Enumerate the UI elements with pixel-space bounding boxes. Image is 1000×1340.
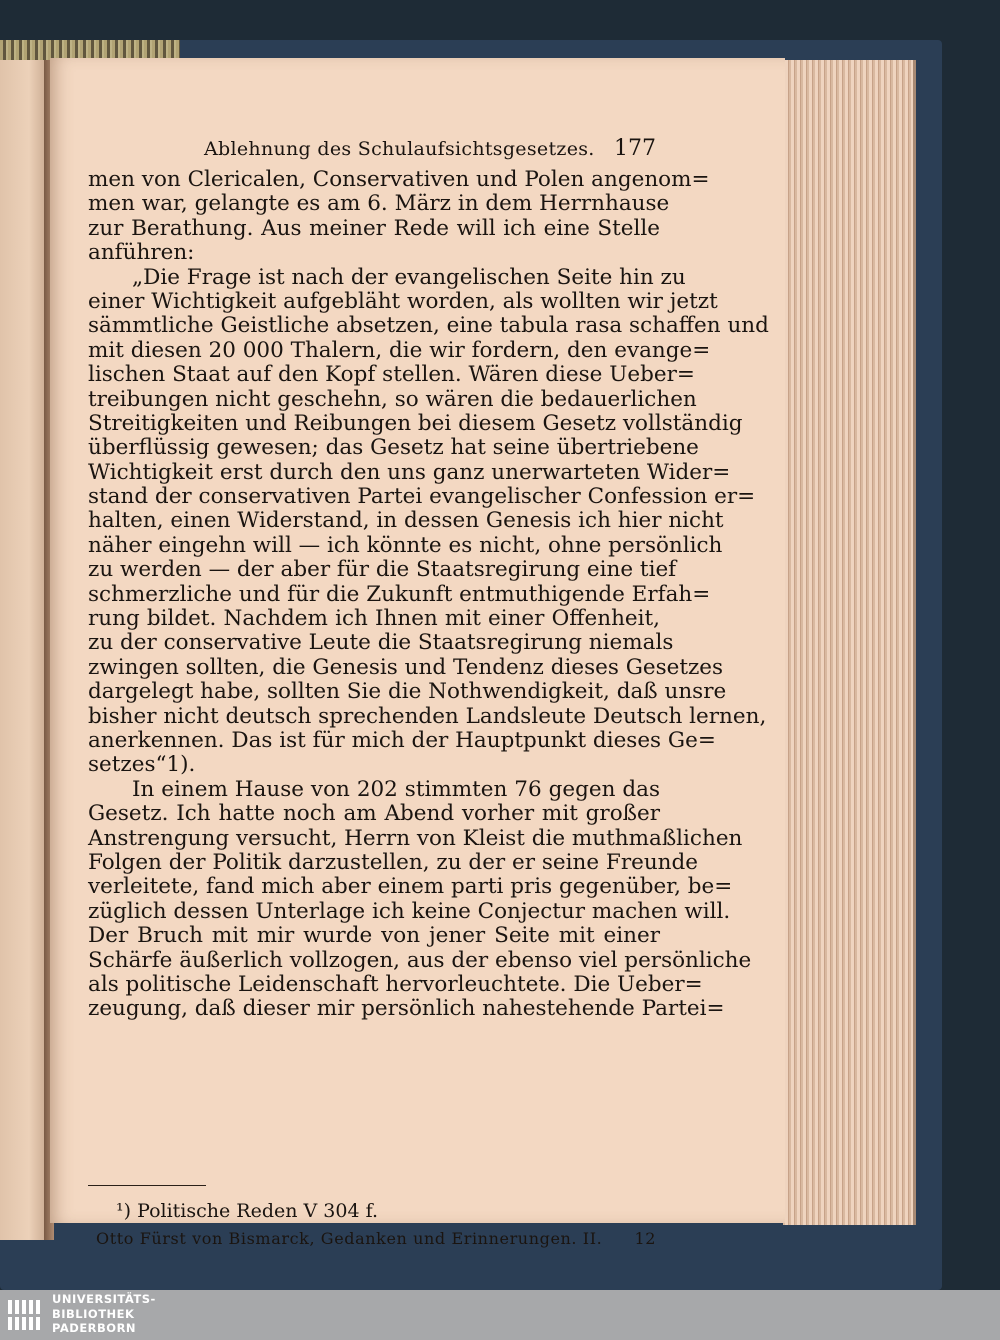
text-line: züglich dessen Unterlage ich keine Conjectur machen will. xyxy=(88,898,731,924)
text-line: Folgen der Politik darzustellen, zu der er seine Freunde xyxy=(88,849,698,875)
text-line: zur Berathung. Aus meiner Rede will ich eine Stelle xyxy=(88,215,660,241)
text-line: anführen: xyxy=(88,240,195,266)
text-line: rung bildet. Nachdem ich Ihnen mit einer Offenheit, xyxy=(88,606,660,632)
text-line: Schärfe äußerlich vollzogen, aus der ebenso viel persönliche xyxy=(88,947,752,973)
footnote-rule xyxy=(88,1185,206,1186)
body-text xyxy=(88,167,769,1022)
library-logo-bar xyxy=(0,1290,1000,1340)
text-line: halten, einen Widerstand, in dessen Genesis ich hier nicht xyxy=(88,508,724,534)
text-line: dargelegt habe, sollten Sie die Nothwendigkeit, daß unsre xyxy=(88,679,727,705)
left-page-edge xyxy=(0,60,48,1240)
text-line: bisher nicht deutsch sprechenden Landsleute Deutsch lernen, xyxy=(88,703,767,729)
text-line: „Die Frage ist nach der evangelischen Seite hin zu xyxy=(132,264,686,290)
text-line: mit diesen 20 000 Thalern, die wir fordern, den evange= xyxy=(88,337,711,363)
footnote: ¹) Politische Reden V 304 f. xyxy=(116,1200,378,1222)
text-line: Der Bruch mit mir wurde von jener Seite mit einer xyxy=(88,923,660,949)
text-line: überflüssig gewesen; das Gesetz hat seine übertriebene xyxy=(88,435,699,461)
logo-line: UNIVERSITÄTS- xyxy=(52,1292,156,1306)
logo-line: BIBLIOTHEK xyxy=(52,1306,135,1321)
logo-line: PADERBORN xyxy=(52,1321,137,1335)
text-line: zu werden — der aber für die Staatsregirung eine tief xyxy=(88,557,677,583)
text-line: schmerzliche und für die Zukunft entmuthigende Erfah= xyxy=(88,581,711,607)
printer-signature xyxy=(96,1229,656,1248)
text-line: Wichtigkeit erst durch den uns ganz unerwarteten Wider= xyxy=(88,459,731,485)
text-line: einer Wichtigkeit aufgebläht worden, als wollten wir jetzt xyxy=(88,288,718,314)
text-line: stand der conservativen Partei evangelischer Confession er= xyxy=(88,484,756,510)
text-line: Anstrengung versucht, Herrn von Kleist die muthmaßlichen xyxy=(88,825,743,851)
text-line: lischen Staat auf den Kopf stellen. Wären diese Ueber= xyxy=(88,362,695,388)
text-line: näher eingehn will — ich könnte es nicht, ohne persönlich xyxy=(88,532,723,558)
text-line: treibungen nicht geschehn, so wären die bedauerlichen xyxy=(88,386,697,412)
text-line: als politische Leidenschaft hervorleuchtete. Die Ueber= xyxy=(88,971,703,997)
signature-number: 12 xyxy=(634,1229,656,1248)
library-logo-icon xyxy=(6,1296,44,1334)
text-line: anerkennen. Das ist für mich der Hauptpunkt dieses Ge= xyxy=(88,727,716,753)
text-line: Streitigkeiten und Reibungen bei diesem Gesetz vollständig xyxy=(88,410,743,436)
running-head-title: Ablehnung des Schulaufsichtsgesetzes. xyxy=(204,138,595,160)
text-line: men war, gelangte es am 6. März in dem Herrnhause xyxy=(88,191,670,217)
text-line: sämmtliche Geistliche absetzen, eine tabula rasa schaffen und xyxy=(88,313,769,339)
text-block xyxy=(88,130,769,1248)
library-logo-text xyxy=(52,1292,156,1336)
page-number: 177 xyxy=(614,136,656,161)
signature-text: Otto Fürst von Bismarck, Gedanken und Erinnerungen. II. xyxy=(96,1229,603,1248)
text-line: setzes“1). xyxy=(88,752,196,778)
text-line: zwingen sollten, die Genesis und Tendenz dieses Gesetzes xyxy=(88,654,724,680)
text-line: verleitete, fand mich aber einem parti pris gegenüber, be= xyxy=(88,874,733,900)
text-line: men von Clericalen, Conservativen und Polen angenom= xyxy=(88,167,710,192)
text-line: zeugung, daß dieser mir persönlich nahestehende Partei= xyxy=(88,996,725,1022)
text-line: In einem Hause von 202 stimmten 76 gegen das xyxy=(132,776,660,802)
text-line: zu der conservative Leute die Staatsregirung niemals xyxy=(88,630,674,656)
page-edges xyxy=(783,60,916,1225)
text-line: Gesetz. Ich hatte noch am Abend vorher mit großer xyxy=(88,801,660,827)
running-head xyxy=(88,130,660,168)
